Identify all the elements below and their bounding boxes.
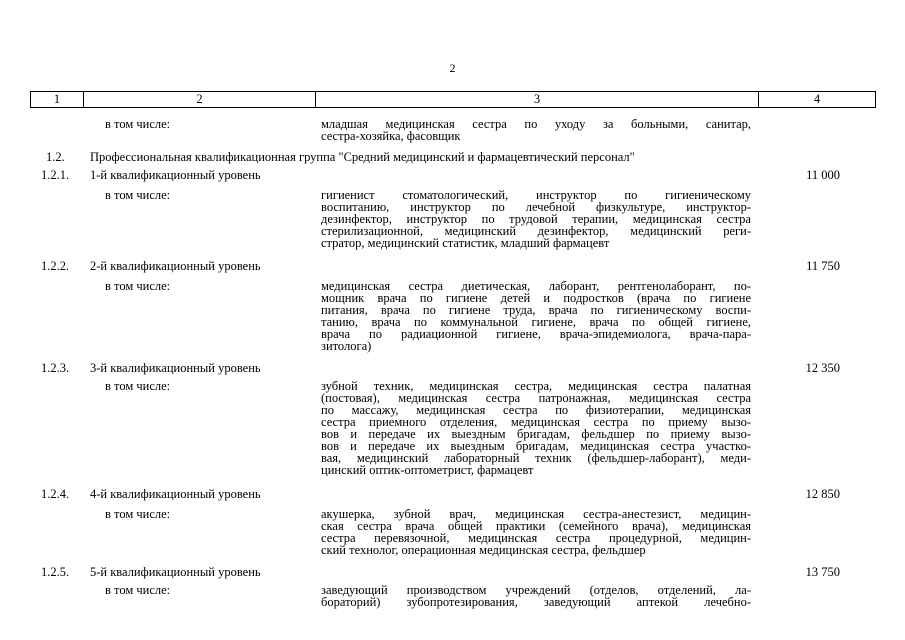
- level-name: 5-й квалификационный уровень: [90, 565, 261, 579]
- column-header-4: 4: [759, 92, 876, 108]
- position-list-line: стратор, медицинский статистик, младший фармацевт: [321, 236, 610, 250]
- position-list-line: врача по радиационной гигиене, врача-эпидемиолога, врача-пара-: [321, 327, 751, 341]
- salary-value: 12 350: [805, 361, 840, 375]
- position-list-line: вая, медицинский лабораторный техник (фельдшер-лаборант), меди-: [321, 451, 751, 465]
- position-list-line: питания, врача по гигиене труда, врача по гигиеническому воспи-: [321, 303, 751, 317]
- including-label: в том числе:: [105, 117, 171, 131]
- level-number: 1.2.1.: [41, 168, 70, 182]
- level-name: 3-й квалификационный уровень: [90, 361, 261, 375]
- position-list-line: ский технолог, операционная медицинская сестра, фельдшер: [321, 543, 646, 557]
- including-label: в том числе:: [105, 188, 171, 202]
- level-number: 1.2.2.: [41, 259, 70, 273]
- position-list-line: медицинская сестра диетическая, лаборант, рентгенолаборант, по-: [321, 279, 751, 293]
- position-list-line: танию, врача по коммунальной гигиене, врача по общей гигиене,: [321, 315, 751, 329]
- position-list-line: воспитанию, инструктор по лечебной физкультуре, инструктор-: [321, 200, 751, 214]
- position-list-line: мощник врача по гигиене детей и подростков (врача по гигиене: [321, 291, 751, 305]
- position-list: [321, 189, 751, 249]
- position-list-line: заведующий производством учреждений (отделов, отделений, ла-: [321, 583, 751, 597]
- level-number: 1.2.5.: [41, 565, 70, 579]
- position-list-line: вов и передаче их выездным бригадам, фельдшер по приему вызо-: [321, 427, 751, 441]
- level-name: 2-й квалификационный уровень: [90, 259, 261, 273]
- position-list: [321, 118, 751, 142]
- level-number: 1.2.3.: [41, 361, 70, 375]
- including-label: в том числе:: [105, 507, 171, 521]
- position-list-line: стерилизационной, медицинский дезинфектор, медицинский реги-: [321, 224, 751, 238]
- position-list-line: зубной техник, медицинская сестра, медицинская сестра палатная: [321, 379, 751, 393]
- position-list: [321, 584, 751, 608]
- level-name: 4-й квалификационный уровень: [90, 487, 261, 501]
- position-list-line: цинский оптик-оптометрист, фармацевт: [321, 463, 534, 477]
- position-list-line: сестра приемного отделения, медицинская сестра по приему вызо-: [321, 415, 751, 429]
- column-header-3: 3: [316, 92, 759, 108]
- position-list: [321, 280, 751, 352]
- page-number: 2: [449, 61, 456, 75]
- position-list: [321, 380, 751, 476]
- position-list-line: младшая медицинская сестра по уходу за больными, санитар,: [321, 117, 751, 131]
- group-number: 1.2.: [46, 150, 65, 164]
- position-list-line: сестра-хозяйка, фасовщик: [321, 129, 461, 143]
- including-label: в том числе:: [105, 379, 171, 393]
- including-label: в том числе:: [105, 279, 171, 293]
- column-header-2: 2: [84, 92, 316, 108]
- position-list-line: (постовая), медицинская сестра патронажная, медицинская сестра: [321, 391, 751, 405]
- salary-value: 13 750: [805, 565, 840, 579]
- position-list-line: дезинфектор, инструктор по трудовой терапии, медицинская сестра: [321, 212, 751, 226]
- position-list-line: ская сестра врача общей практики (семейного врача), медицинская: [321, 519, 751, 533]
- position-list-line: акушерка, зубной врач, медицинская сестра-анестезист, медицин-: [321, 507, 751, 521]
- position-list-line: гигиенист стоматологический, инструктор по гигиеническому: [321, 188, 751, 202]
- level-name: 1-й квалификационный уровень: [90, 168, 261, 182]
- salary-value: 11 000: [806, 168, 840, 182]
- salary-value: 11 750: [806, 259, 840, 273]
- including-label: в том числе:: [105, 583, 171, 597]
- position-list: [321, 508, 751, 556]
- column-header-1: 1: [31, 92, 84, 108]
- position-list-line: по массажу, медицинская сестра по физиотерапии, медицинская: [321, 403, 751, 417]
- level-number: 1.2.4.: [41, 487, 70, 501]
- position-list-line: зитолога): [321, 339, 372, 353]
- group-title: Профессиональная квалификационная группа "Средний медицинский и фармацевтический персонал": [90, 150, 635, 164]
- salary-value: 12 850: [805, 487, 840, 501]
- position-list-line: вов и передаче их выездным бригадам, медицинская сестра участко-: [321, 439, 751, 453]
- position-list-line: бораторий) зубопротезирования, заведующий аптекой лечебно-: [321, 595, 751, 609]
- position-list-line: сестра перевязочной, медицинская сестра процедурной, медицин-: [321, 531, 751, 545]
